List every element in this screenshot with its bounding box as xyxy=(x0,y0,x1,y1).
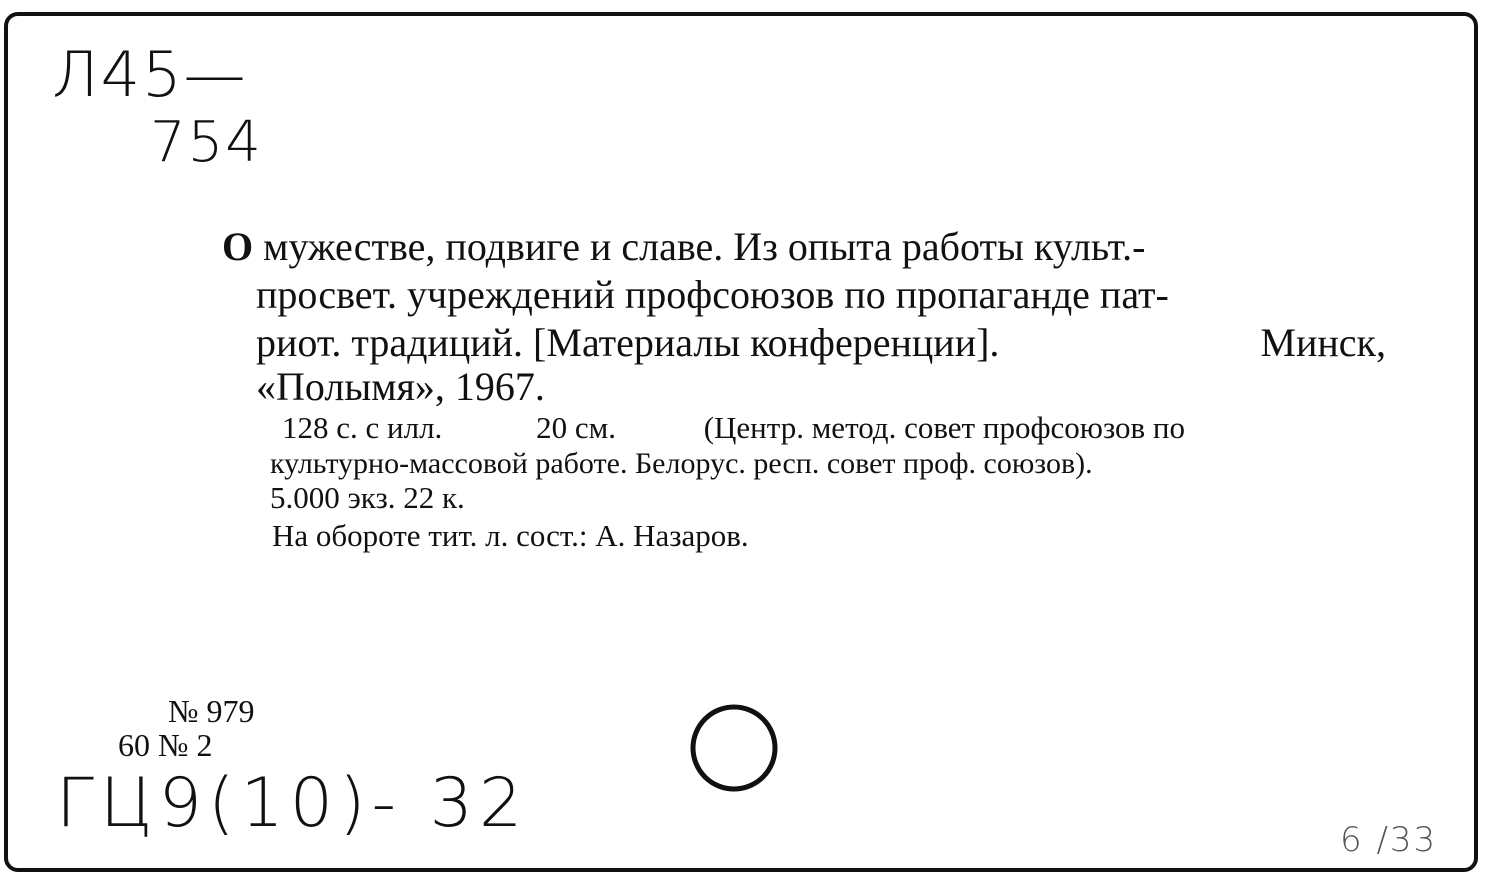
details-line-1 xyxy=(282,410,1382,446)
details-line-4: На обороте тит. л. сост.: А. Назаров. xyxy=(272,518,749,553)
registration-number: № 979 xyxy=(168,693,255,729)
card-hole-icon xyxy=(688,702,780,794)
list-number: 60 № 2 xyxy=(118,727,213,763)
title-line-1 xyxy=(222,222,1382,271)
details-line-2: культурно-массовой работе. Белорус. респ. совет проф. союзов). xyxy=(270,447,1093,480)
shelf-mark: ГЦ9(10)- 32 xyxy=(56,764,529,843)
corner-mark: 6 /33 xyxy=(1340,820,1438,860)
pages-illustrations: 128 с. с илл. xyxy=(282,410,443,445)
book-size: 20 см. xyxy=(536,410,616,445)
call-number-line2: 754 xyxy=(150,110,263,175)
title-lead-letter: О xyxy=(222,224,254,269)
title-text-3a: риот. традиций. [Материалы конференции]. xyxy=(256,320,1000,365)
title-line-4: «Полымя», 1967. xyxy=(256,364,545,409)
title-text-1: мужестве, подвиге и славе. Из опыта работы культ.- xyxy=(263,224,1146,269)
series-note: (Центр. метод. совет профсоюзов по xyxy=(703,410,1185,445)
title-line-2: просвет. учреждений профсоюзов по пропаганде пат- xyxy=(256,272,1169,317)
publisher-city: Минск, xyxy=(1260,320,1386,365)
title-line-3 xyxy=(256,318,1386,367)
details-line-3: 5.000 экз. 22 к. xyxy=(270,480,465,515)
call-number-line1: Л45— xyxy=(52,38,248,111)
